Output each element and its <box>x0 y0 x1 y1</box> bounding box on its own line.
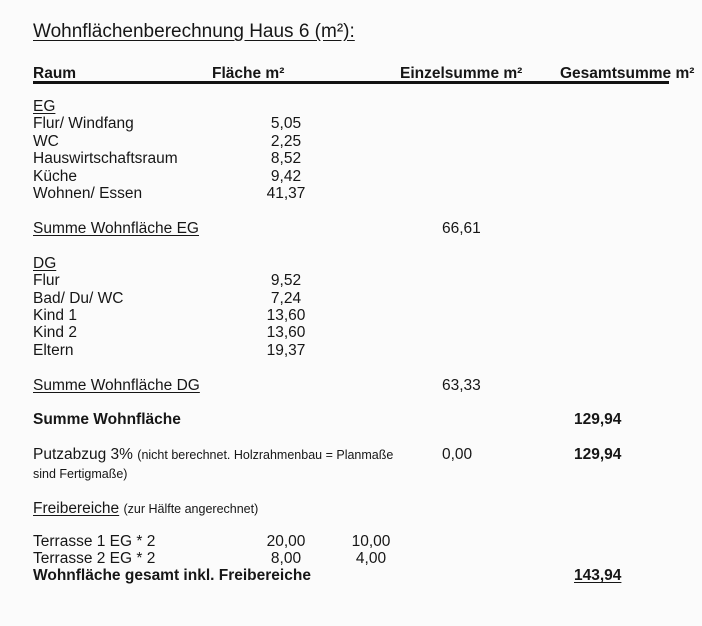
room-area-value: 5,05 <box>270 115 302 133</box>
table-row <box>33 324 669 341</box>
section-heading-dg <box>33 255 669 272</box>
subtotal-row-eg <box>33 220 669 237</box>
putzabzug-note-line1: (nicht berechnet. Holzrahmenbau = Planmaße <box>137 448 394 463</box>
table-row <box>33 150 669 167</box>
room-area-value: 9,42 <box>270 167 302 185</box>
grand-total-row <box>33 567 669 584</box>
table-header-row <box>33 65 695 84</box>
table-row <box>33 168 669 185</box>
room-label: Eltern <box>33 341 74 359</box>
calculation-table <box>33 65 695 585</box>
room-area-value: 19,37 <box>266 341 306 359</box>
subtotal-value: 63,33 <box>442 376 481 394</box>
freibereiche-heading-group <box>33 500 258 518</box>
room-label: Kind 1 <box>33 306 77 324</box>
room-area-value: 8,52 <box>270 150 302 168</box>
terrace-half-value: 4,00 <box>355 549 387 567</box>
column-header-flaeche: Fläche m² <box>212 65 285 82</box>
table-row <box>33 272 669 289</box>
room-label: Flur <box>33 272 60 290</box>
table-row <box>33 185 669 202</box>
section-heading-label: DG <box>33 254 57 272</box>
putzabzug-row <box>33 446 669 481</box>
total-row-wohnflaeche <box>33 411 669 428</box>
section-heading-freibereiche <box>33 500 669 517</box>
putzabzug-label: Putzabzug 3% <box>33 446 133 464</box>
subtotal-row-dg <box>33 377 669 394</box>
freibereiche-note: (zur Hälfte angerechnet) <box>123 502 259 517</box>
terrace-half-value: 10,00 <box>351 532 391 550</box>
total-value: 129,94 <box>574 411 622 429</box>
room-area-value: 13,60 <box>266 306 306 324</box>
terrace-area-value: 20,00 <box>266 532 306 550</box>
section-heading-eg <box>33 98 669 115</box>
room-label: WC <box>33 132 59 150</box>
putzabzug-gesamtsumme: 129,94 <box>574 446 622 464</box>
room-area-value: 2,25 <box>270 132 302 150</box>
table-row <box>33 115 669 132</box>
page-title: Wohnflächenberechnung Haus 6 (m²): <box>33 21 355 42</box>
table-row <box>33 133 669 150</box>
room-area-value: 9,52 <box>270 272 302 290</box>
putzabzug-einzelsumme: 0,00 <box>442 446 473 464</box>
table-row <box>33 342 669 359</box>
grand-total-value: 143,94 <box>574 567 622 585</box>
subtotal-label: Summe Wohnfläche DG <box>33 376 200 394</box>
room-area-value: 41,37 <box>266 184 306 202</box>
terrace-label: Terrasse 2 EG * 2 <box>33 549 156 567</box>
putzabzug-label-group <box>33 446 393 483</box>
table-row <box>33 307 669 324</box>
terrace-area-value: 8,00 <box>270 549 302 567</box>
subtotal-value: 66,61 <box>442 219 481 237</box>
total-label: Summe Wohnfläche <box>33 411 181 429</box>
freibereiche-heading: Freibereiche <box>33 500 120 518</box>
room-label: Kind 2 <box>33 324 77 342</box>
table-row <box>33 533 669 550</box>
room-label: Küche <box>33 167 77 185</box>
room-area-value: 13,60 <box>266 324 306 342</box>
table-row <box>33 550 669 567</box>
column-header-einzelsumme: Einzelsumme m² <box>400 65 523 82</box>
section-heading-label: EG <box>33 98 56 115</box>
terrace-label: Terrasse 1 EG * 2 <box>33 532 156 550</box>
table-row <box>33 290 669 307</box>
room-area-value: 7,24 <box>270 289 302 307</box>
room-label: Hauswirtschaftsraum <box>33 150 178 168</box>
subtotal-label: Summe Wohnfläche EG <box>33 219 199 237</box>
putzabzug-note-line2: sind Fertigmaße) <box>33 466 128 481</box>
room-label: Flur/ Windfang <box>33 115 134 133</box>
column-header-gesamtsumme: Gesamtsumme m² <box>560 65 695 82</box>
room-label: Bad/ Du/ WC <box>33 289 124 307</box>
grand-total-label: Wohnfläche gesamt inkl. Freibereiche <box>33 567 311 585</box>
room-label: Wohnen/ Essen <box>33 184 143 202</box>
column-header-raum: Raum <box>33 65 77 82</box>
